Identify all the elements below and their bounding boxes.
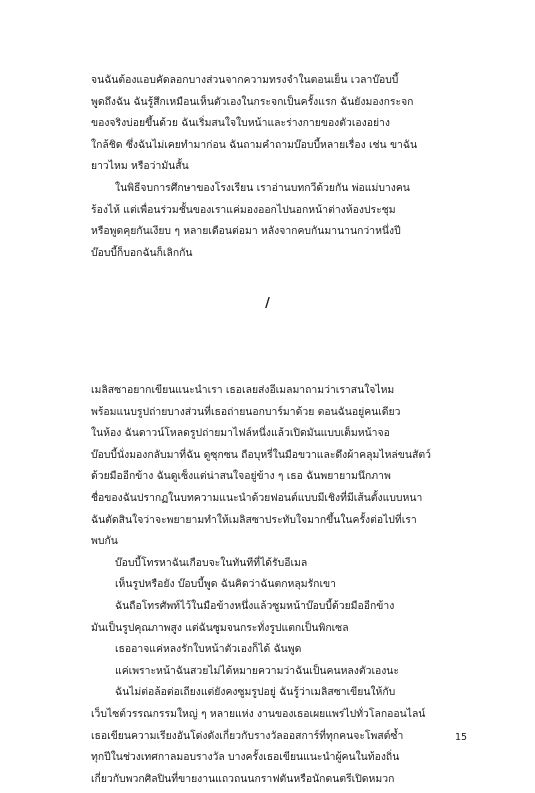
text-line: บ๊อบบี้ก็บอกฉันก็เลิกกัน <box>91 246 193 259</box>
text-line: ในพิธีจบการศึกษาของโรงเรียน เราอ่านบทกวีด้วยกัน พ่อแม่บางคน <box>115 181 410 194</box>
text-line: จนฉันต้องแอบคัดลอกบางส่วนจากความทรงจำในตอนเย็น เวลาบ๊อบบี้ <box>91 74 399 86</box>
text-line: บ๊อบบี้โทรหาฉันเกือบจะในทันทีที่ได้รับอีเมล <box>115 556 308 569</box>
text-line: ร้องไห้ แต่เพื่อนร่วมชั้นของเราแค่มองออกไปนอกหน้าต่างห้องประชุม <box>91 203 396 216</box>
section-1-text <box>91 70 452 264</box>
text-line: ด้วยมืออีกข้าง ฉันดูเซ็งแต่น่าสนใจอยู่ข้าง ๆ เธอ ฉันพยายามนึกภาพ <box>91 470 391 483</box>
text-line: เกี่ยวกับพวกศิลปินที่ขายงานแถวถนนกราฟตันหรือนักดนตรีเปิดหมวก <box>91 772 395 785</box>
text-line: เธอเขียนความเรียงอันโด่งดังเกี่ยวกับรางวัลออสการ์ที่ทุกคนจะโพสต์ซ้ำ <box>91 729 404 742</box>
text-line: เมลิสซาอยากเขียนแนะนำเรา เธอเลยส่งอีเมลมาถามว่าเราสนใจไหม <box>91 384 395 396</box>
section-2-text <box>91 380 452 790</box>
text-line: ฉันถือโทรศัพท์ไว้ในมือข้างหนึ่งแล้วซูมหน้าบ๊อบบี้ด้วยมืออีกข้าง <box>115 599 395 612</box>
section-divider: / <box>265 296 270 311</box>
text-line: ยาวไหม หรือว่ามันสั้น <box>91 160 189 173</box>
text-line: เห็นรูปหรือยัง บ๊อบบี้พูด ฉันคิดว่าฉันตกหลุมรักเขา <box>115 578 336 591</box>
text-line: ของจริงบ่อยขึ้นด้วย ฉันเริ่มสนใจใบหน้าและร่างกายของตัวเองอย่าง <box>91 117 390 130</box>
text-line: ใกล้ชิด ซึ่งฉันไม่เคยทำมาก่อน ฉันถามคำถามบ๊อบบี้หลายเรื่อง เช่น ขาฉัน <box>91 138 418 151</box>
text-line: ในห้อง ฉันดาวน์โหลดรูปถ่ายมาไฟล์หนึ่งแล้วเปิดมันแบบเต็มหน้าจอ <box>91 427 390 440</box>
text-line: บ๊อบบี้นั่งมองกลับมาที่ฉัน ดูซุกซน ถือบุหรี่ในมือขวาและดึงผ้าคลุมไหล่ขนสัตว์ <box>91 448 431 461</box>
text-line: ฉันไม่ต่อล้อต่อเถียงแต่ยังคงซูมรูปอยู่ ฉันรู้ว่าเมลิสซาเขียนให้กับ <box>115 686 396 699</box>
text-line: เว็บไซต์วรรณกรรมใหญ่ ๆ หลายแห่ง งานของเธอเผยแพร่ไปทั่วโลกออนไลน์ <box>91 707 426 720</box>
text-line: เธออาจแค่หลงรักใบหน้าตัวเองก็ได้ ฉันพูด <box>115 643 302 656</box>
text-line: ชื่อของฉันปรากฏในบทความแนะนำด้วยฟอนต์แบบมีเชิงที่มีเส้นตั้งแบบหนา <box>91 491 423 504</box>
text-line: หรือพูดคุยกันเงียบ ๆ หลายเดือนต่อมา หลังจากคบกันมานานกว่าหนึ่งปี <box>91 225 401 238</box>
text-line: พร้อมแนบรูปถ่ายบางส่วนที่เธอถ่ายนอกบาร์มาด้วย ตอนฉันอยู่คนเดียว <box>91 405 401 418</box>
text-line: พบกัน <box>91 535 118 548</box>
text-line: มันเป็นรูปคุณภาพสูง แต่ฉันซูมจนกระทั่งรูปแตกเป็นพิกเซล <box>91 621 349 634</box>
text-line: ทุกปีในช่วงเทศกาลมอบรางวัล บางครั้งเธอเขียนแนะนำผู้คนในท้องถิ่น <box>91 751 400 764</box>
text-line: แค่เพราะหน้าฉันสวยไม่ได้หมายความว่าฉันเป็นคนหลงตัวเองนะ <box>115 664 399 677</box>
page-number: 15 <box>455 732 468 743</box>
text-line: พูดถึงฉัน ฉันรู้สึกเหมือนเห็นตัวเองในกระจกเป็นครั้งแรก ฉันยังมองกระจก <box>91 95 414 108</box>
text-line: ฉันตัดสินใจว่าจะพยายามทำให้เมลิสซาประทับใจมากขึ้นในครั้งต่อไปที่เรา <box>91 513 417 526</box>
